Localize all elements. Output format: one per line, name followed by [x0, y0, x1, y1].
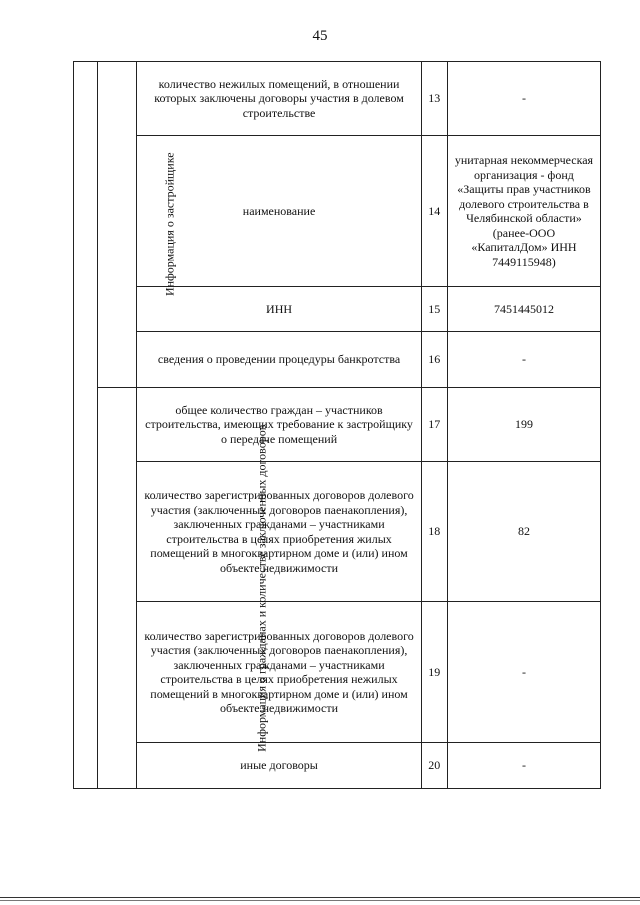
row-number: 20 — [421, 743, 447, 789]
table-row — [74, 388, 601, 462]
row-number: 19 — [421, 602, 447, 743]
row-description: количество нежилых помещений, в отношении которых заключены договоры участия в долевом строительстве — [137, 62, 421, 136]
section-label: Информация о гражданах и количестве заключенных договоров — [254, 424, 269, 752]
row-number: 15 — [421, 287, 447, 332]
table-row — [74, 136, 601, 287]
row-description: наименование — [137, 136, 421, 287]
section-citizens-contracts — [98, 388, 269, 789]
info-table — [73, 61, 601, 789]
table-row — [74, 287, 601, 332]
row-description: общее количество граждан – участников строительства, имеющих требование к застройщику о передаче помещений — [137, 388, 421, 462]
row-value: 7451445012 — [447, 287, 600, 332]
row-number: 16 — [421, 332, 447, 388]
row-value: 199 — [447, 388, 600, 462]
row-number: 18 — [421, 462, 447, 602]
table-row — [74, 462, 601, 602]
row-description: количество зарегистрированных договоров долевого участия (заключенных договоров паенакопления), заключенных гражданами – участниками строительства в целях приобретения жилых помещений в многоквартирном доме и (или) ином объекте недвижимости — [137, 462, 421, 602]
row-number: 13 — [421, 62, 447, 136]
row-value: унитарная некоммерческая организация - фонд «Защиты прав участников долевого строительства в Челябинской области» (ранее-ООО «КапиталДом» ИНН 7449115948) — [447, 136, 600, 287]
row-number: 17 — [421, 388, 447, 462]
bottom-scan-line — [0, 900, 640, 901]
table-row — [74, 332, 601, 388]
row-value: - — [447, 743, 600, 789]
page-number: 45 — [312, 28, 328, 44]
row-value: - — [447, 62, 600, 136]
bottom-scan-line — [0, 897, 640, 898]
row-value: 82 — [447, 462, 600, 602]
left-gutter-cell — [74, 62, 98, 789]
row-description: сведения о проведении процедуры банкротства — [137, 332, 421, 388]
row-description: ИНН — [137, 287, 421, 332]
section-label: Информация о застройщике — [162, 152, 177, 297]
table-row — [74, 62, 601, 136]
row-number: 14 — [421, 136, 447, 287]
row-value: - — [447, 602, 600, 743]
section-developer-info — [98, 62, 177, 388]
table-row — [74, 743, 601, 789]
row-description: иные договоры — [137, 743, 421, 789]
row-description: количество зарегистрированных договоров долевого участия (заключенных договоров паенакопления), заключенных гражданами – участниками строительства в целях приобретения нежилых помещений в многоквартирном доме и (или) ином объекте недвижимости — [137, 602, 421, 743]
row-value: - — [447, 332, 600, 388]
table-row — [74, 602, 601, 743]
